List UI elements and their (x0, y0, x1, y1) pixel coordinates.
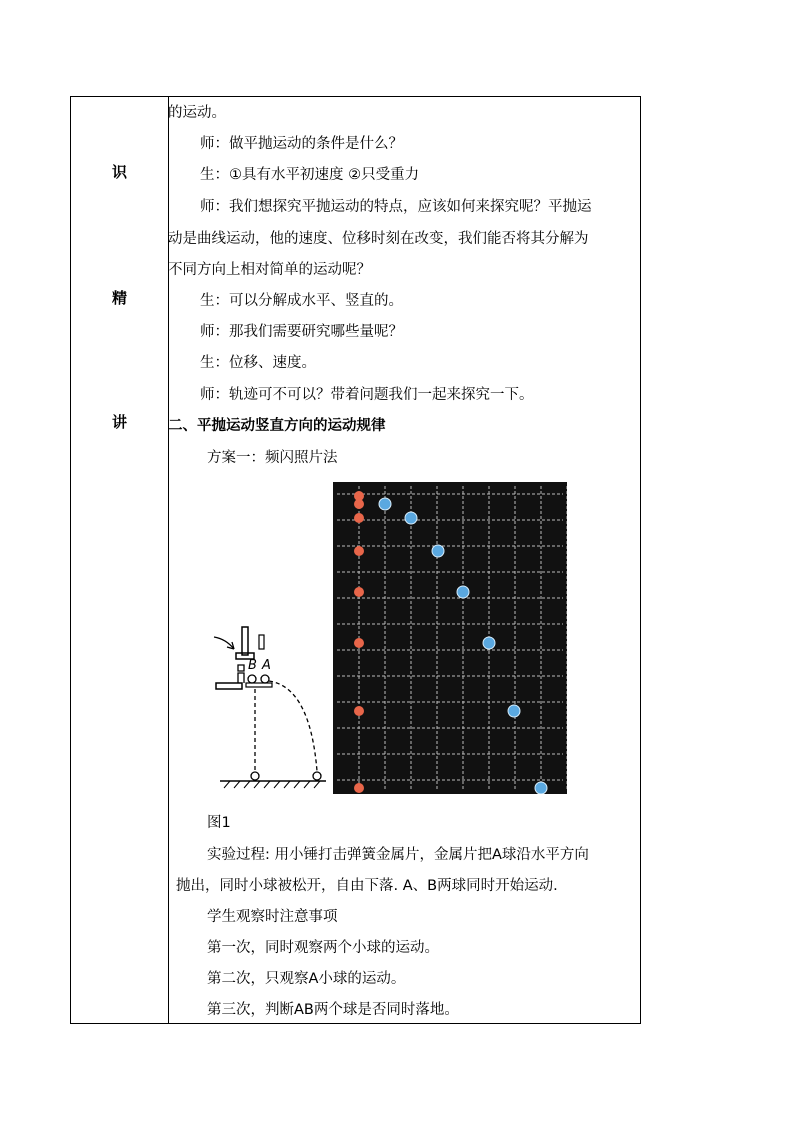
red-ball (354, 513, 364, 523)
blue-ball (483, 637, 495, 649)
blue-ball (508, 705, 520, 717)
red-ball (354, 638, 364, 648)
apparatus-diagram (210, 625, 330, 790)
text-line: 抛出，同时小球被松开，自由下落. A、B两球同时开始运动. (176, 878, 558, 894)
text-line: 学生观察时注意事项 (207, 909, 338, 925)
text-line: 不同方向上相对简单的运动呢？ (168, 262, 371, 278)
side-label-shi: 识 (111, 163, 127, 181)
red-ball (354, 499, 364, 509)
blue-ball (432, 545, 444, 557)
red-ball (354, 706, 364, 716)
text-line: 生：①具有水平初速度 ②只受重力 (200, 167, 420, 183)
red-ball (354, 546, 364, 556)
label-b: B (248, 658, 257, 673)
side-label-jiang: 讲 (111, 413, 127, 431)
red-ball (354, 587, 364, 597)
blue-ball (379, 498, 391, 510)
blue-ball (535, 782, 547, 794)
text-line: 师：做平抛运动的条件是什么？ (200, 136, 403, 152)
text-line: 师：我们想探究平抛运动的特点，应该如何来探究呢？平抛运 (200, 199, 592, 215)
text-line: 第一次，同时观察两个小球的运动。 (207, 940, 439, 956)
text-line: 生：位移、速度。 (200, 355, 316, 371)
section-heading: 二、平抛运动竖直方向的运动规律 (168, 418, 386, 434)
text-line: 第二次，只观察A小球的运动。 (207, 971, 406, 987)
text-line: 第三次，判断AB两个球是否同时落地。 (207, 1002, 459, 1018)
red-ball (354, 783, 364, 793)
strobe-photo (333, 482, 567, 794)
label-a: A (262, 658, 271, 673)
text-line: 生：可以分解成水平、竖直的。 (200, 293, 403, 309)
blue-ball (457, 586, 469, 598)
text-line: 师：轨迹可不可以？带着问题我们一起来探究一下。 (200, 387, 534, 403)
text-line: 的运动。 (168, 105, 226, 121)
figure-caption: 图1 (207, 815, 231, 831)
blue-ball (405, 512, 417, 524)
side-label-jing: 精 (111, 289, 127, 307)
method-label: 方案一：频闪照片法 (207, 450, 338, 466)
text-line: 实验过程: 用小锤打击弹簧金属片，金属片把A球沿水平方向 (207, 847, 589, 863)
text-line: 动是曲线运动，他的速度、位移时刻在改变，我们能否将其分解为 (168, 231, 589, 247)
text-line: 师：那我们需要研究哪些量呢？ (200, 324, 403, 340)
